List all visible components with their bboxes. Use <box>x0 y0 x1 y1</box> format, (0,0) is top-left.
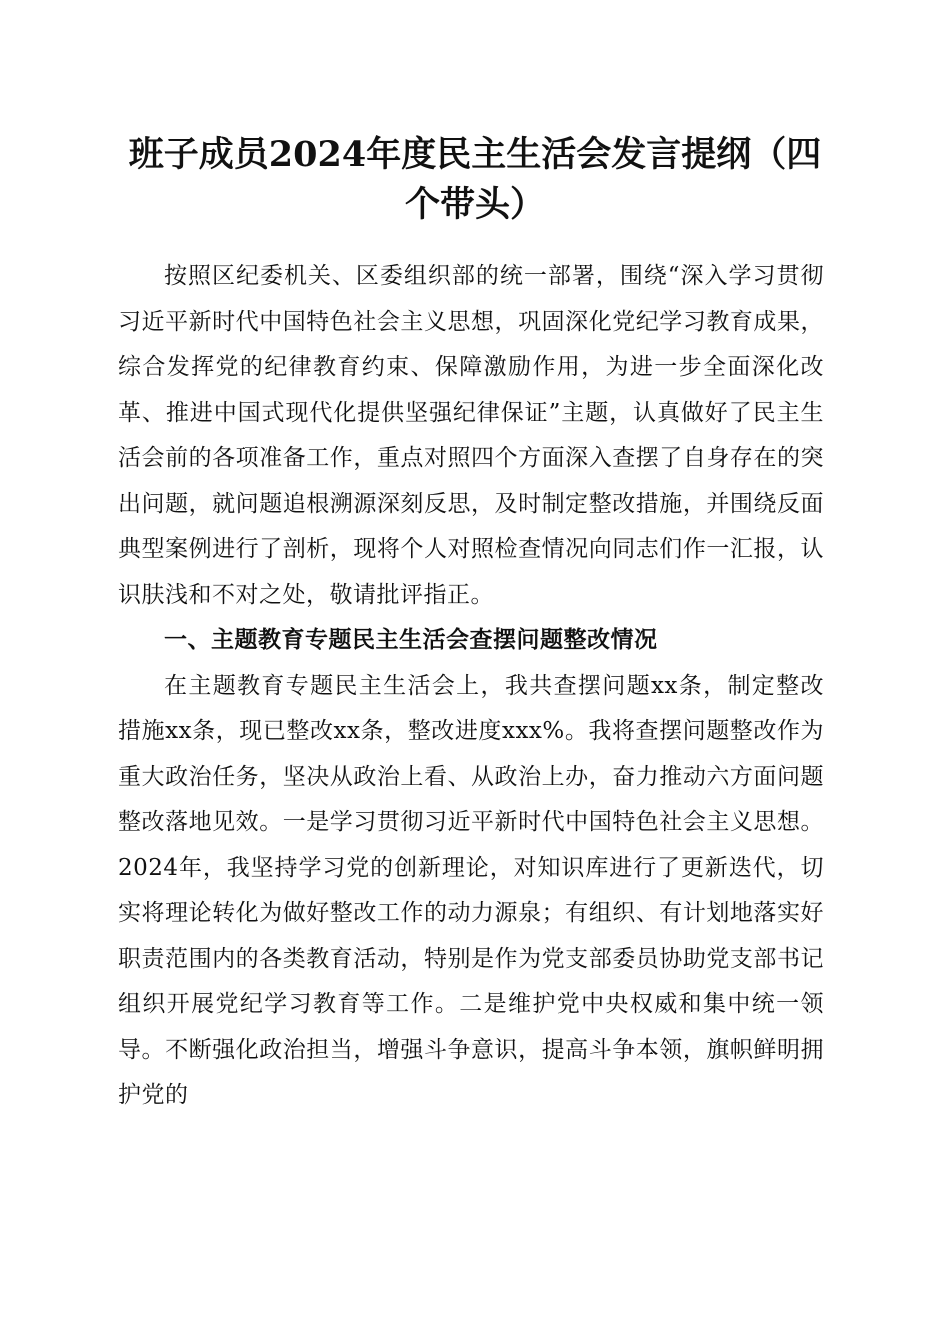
section-1-paragraph: 在主题教育专题民主生活会上，我共查摆问题xx条，制定整改措施xx条，现已整改xx条，整改进度xxx%。我将查摆问题整改作为重大政治任务，坚决从政治上看、从政治上办，奋力推动六方面问题整改落地见效。一是学习贯彻习近平新时代中国特色社会主义思想。2024年，我坚持学习党的创新理论，对知识库进行了更新迭代，切实将理论转化为做好整改工作的动力源泉；有组织、有计划地落实好职责范围内的各类教育活动，特别是作为党支部委员协助党支部书记组织开展党纪学习教育等工作。二是维护党中央权威和集中统一领导。不断强化政治担当，增强斗争意识，提高斗争本领，旗帜鲜明拥护党的 <box>118 672 824 1108</box>
intro-paragraph: 按照区纪委机关、区委组织部的统一部署，围绕“深入学习贯彻习近平新时代中国特色社会主义思想，巩固深化党纪学习教育成果，综合发挥党的纪律教育约束、保障激励作用，为进一步全面深化改革、推进中国式现代化提供坚强纪律保证”主题，认真做好了民主生活会前的各项准备工作，重点对照四个方面深入查摆了自身存在的突出问题，就问题追根溯源深刻反思，及时制定整改措施，并围绕反面典型案例进行了剖析，现将个人对照检查情况向同志们作一汇报，认识肤浅和不对之处，敬请批评指正。 <box>118 263 824 608</box>
document-title: 班子成员2024年度民主生活会发言提纲（四个带头） <box>128 134 822 225</box>
document-body <box>118 254 824 1119</box>
section-1-heading: 一、主题教育专题民主生活会查摆问题整改情况 <box>164 627 658 653</box>
